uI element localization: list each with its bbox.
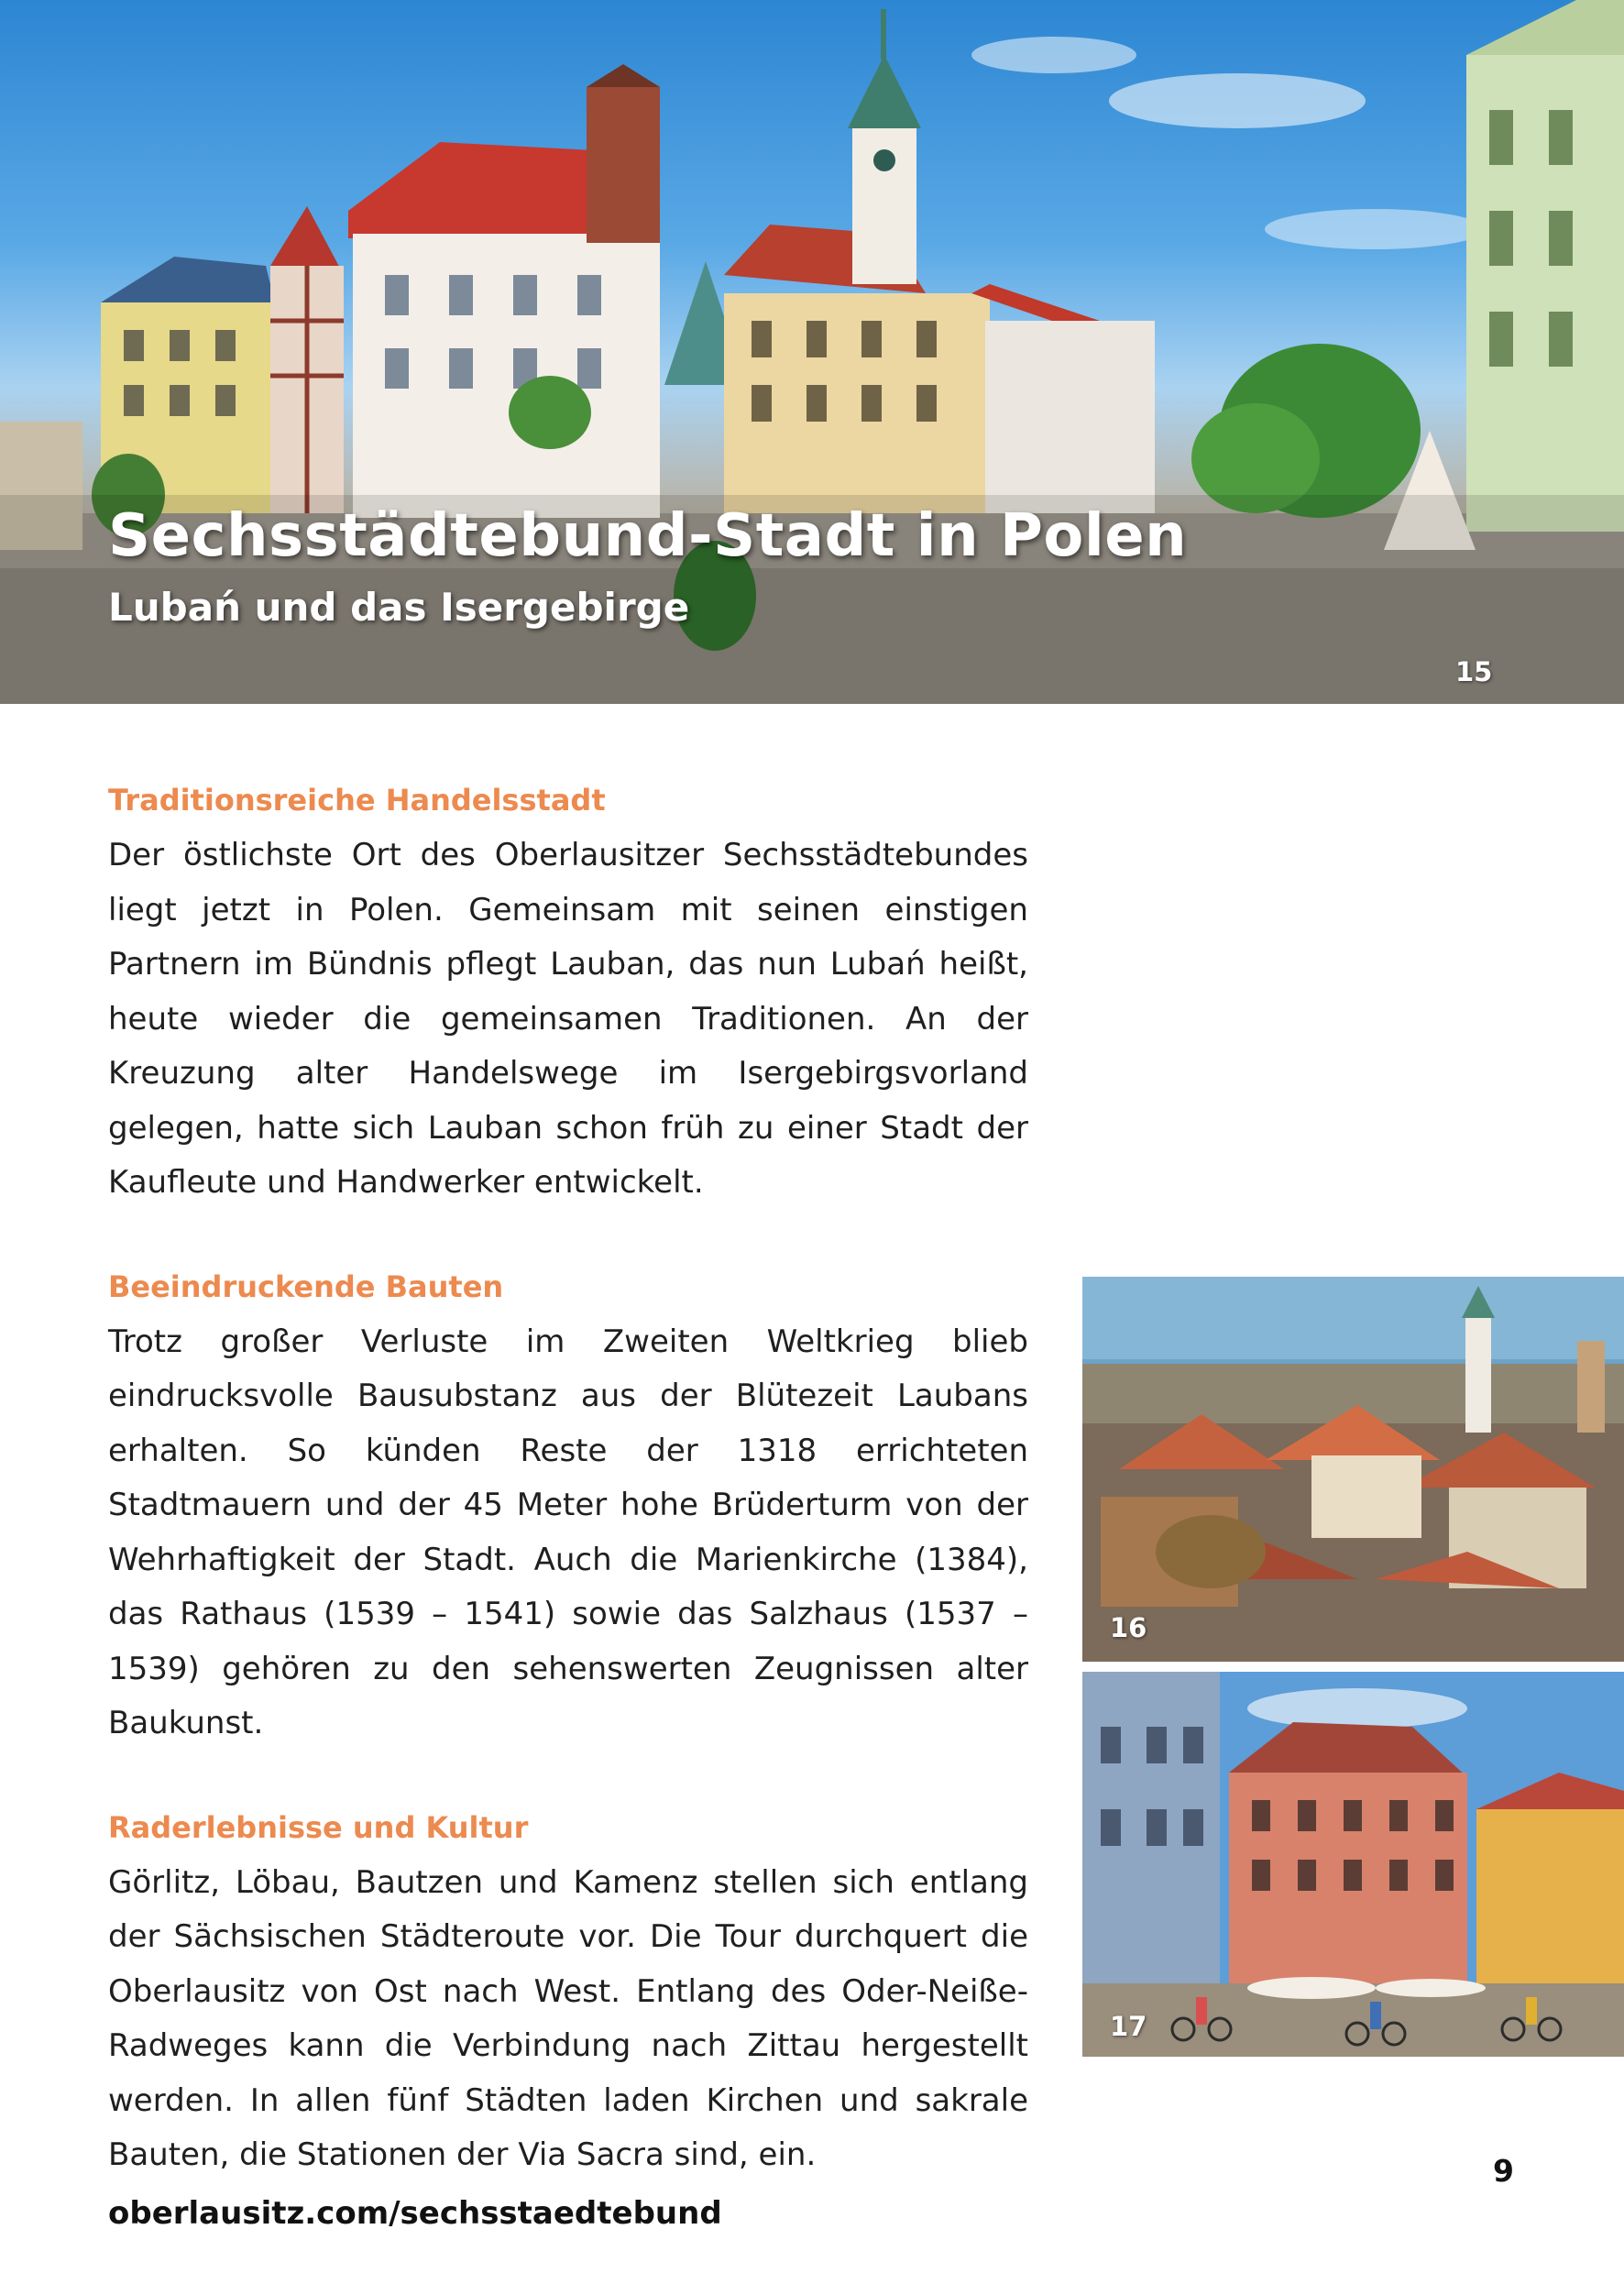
- section-bauten: [108, 1264, 1028, 1751]
- article-body: [108, 777, 1028, 2240]
- section-raderlebnisse: [108, 1805, 1028, 2183]
- section-heading: Beeindruckende Bauten: [108, 1268, 504, 1304]
- section-heading: Raderlebnisse und Kultur: [108, 1809, 529, 1845]
- photo-market-cyclists: [1082, 1672, 1624, 2057]
- website-link[interactable]: oberlausitz.com/sechsstaedtebund: [108, 2194, 722, 2232]
- hero-image-number: 15: [1455, 656, 1493, 687]
- section-heading: Traditionsreiche Handelsstadt: [108, 783, 606, 818]
- market-square-illustration: [1082, 1672, 1624, 2057]
- section-text: Trotz großer Verluste im Zweiten Weltkrieg blieb eindrucksvolle Bausubstanz aus der Blütezeit Laubans erhalten. So künden Reste der 1318 errichteten Stadtmauern und der 45 Meter hohe Brüderturm von der Wehrhaftigkeit der Stadt. Auch die Marienkirche (1384), das Rathaus (1539 – 1541) sowie das Salzhaus (1537 – 1539) gehören zu den sehenswerten Zeugnissen alter Baukunst.: [108, 1323, 1028, 1741]
- page-number: 9: [1493, 2153, 1514, 2189]
- hero-subtitle: Lubań und das Isergebirge: [108, 585, 690, 630]
- section-text: Görlitz, Löbau, Bautzen und Kamenz stellen sich entlang der Sächsischen Städteroute vor. Die Tour durchquert die Oberlausitz von Ost nach West. Entlang des Oder-Neiße-Radweges kann die Verbindung nach Zittau hergestellt werden. In allen fünf Städten laden Kirchen und sakrale Bauten, die Stationen der Via Sacra sind, ein.: [108, 1863, 1028, 2173]
- hero-image: [0, 0, 1624, 704]
- hero-title: Sechsstädtebund-Stadt in Polen: [108, 502, 1188, 570]
- rooftops-illustration: [1082, 1277, 1624, 1662]
- photo-number: 17: [1110, 2011, 1147, 2042]
- section-handelsstadt: [108, 777, 1028, 1211]
- section-text: Der östlichste Ort des Oberlausitzer Sechsstädtebundes liegt jetzt in Polen. Gemeinsam mit seinen einstigen Partnern im Bündnis pflegt Lauban, das nun Lubań heißt, heute wieder die gemeinsamen Traditionen. An der Kreuzung alter Handelswege im Isergebirgsvorland gelegen, hatte sich Lauban schon früh zu einer Stadt der Kaufleute und Handwerker entwickelt.: [108, 837, 1028, 1201]
- photo-number: 16: [1110, 1612, 1147, 1643]
- photo-rooftops: [1082, 1277, 1624, 1662]
